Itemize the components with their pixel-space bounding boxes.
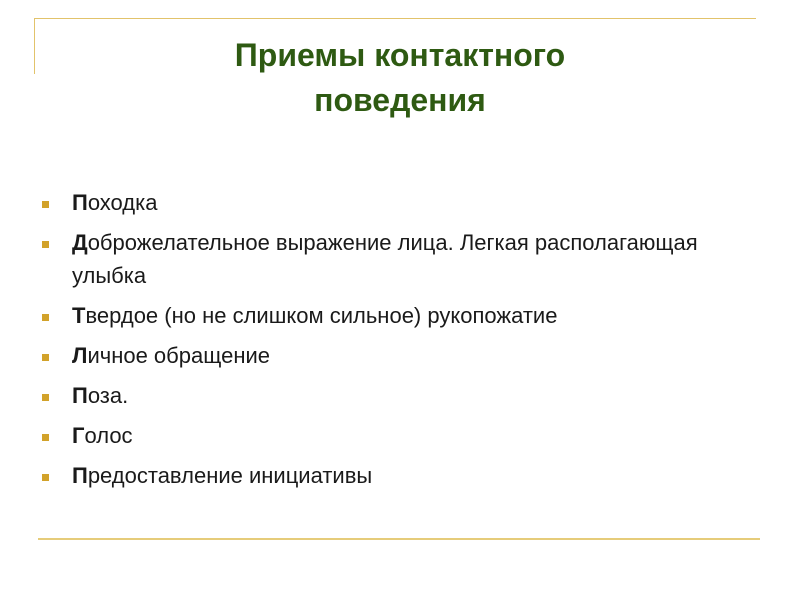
item-initial: Т (72, 303, 86, 328)
list-item (40, 299, 760, 332)
item-text: оза. (87, 383, 129, 408)
item-text: оходка (87, 190, 158, 215)
list-item (40, 339, 760, 372)
left-decorative-rule (34, 18, 35, 74)
title-line-1: Приемы контактного (234, 37, 566, 73)
list-item (40, 186, 760, 219)
bullet-list (40, 186, 760, 499)
square-bullet-icon (42, 314, 49, 321)
item-text: редоставление инициативы (87, 463, 373, 488)
item-text: вердое (но не слишком сильное) рукопожатие (85, 303, 558, 328)
item-initial: Д (72, 230, 88, 255)
item-initial: П (72, 463, 88, 488)
top-decorative-rule (34, 18, 756, 19)
list-item (40, 459, 760, 492)
square-bullet-icon (42, 474, 49, 481)
square-bullet-icon (42, 434, 49, 441)
square-bullet-icon (42, 354, 49, 361)
item-initial: П (72, 383, 88, 408)
title-line-2: поведения (314, 82, 486, 118)
item-text: ичное обращение (87, 343, 270, 368)
item-initial: Г (72, 423, 85, 448)
item-text: оброжелательное выражение лица. Легкая располагающая улыбка (72, 230, 698, 288)
item-initial: П (72, 190, 88, 215)
square-bullet-icon (42, 394, 49, 401)
item-text: олос (84, 423, 133, 448)
list-item (40, 419, 760, 452)
bottom-decorative-rule (38, 538, 760, 540)
square-bullet-icon (42, 201, 49, 208)
square-bullet-icon (42, 241, 49, 248)
list-item (40, 379, 760, 412)
list-item (40, 226, 760, 292)
item-initial: Л (72, 343, 88, 368)
slide-title (150, 33, 650, 123)
